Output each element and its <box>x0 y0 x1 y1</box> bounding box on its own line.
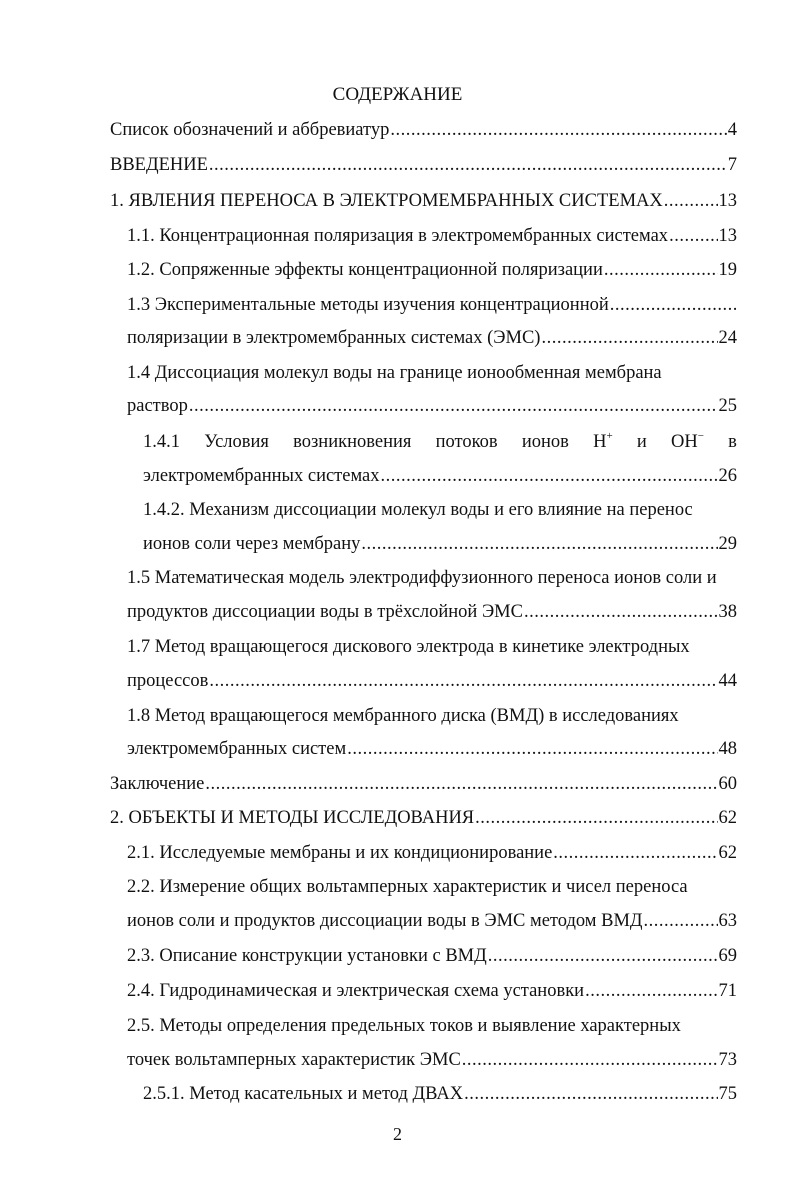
toc-entry-line2[interactable] <box>127 909 737 935</box>
toc-entry-line1[interactable] <box>127 293 737 319</box>
toc-entry[interactable] <box>127 258 737 284</box>
dot-leader <box>361 532 717 556</box>
dot-leader <box>488 944 718 968</box>
toc-entry-page: 48 <box>718 739 737 759</box>
toc-entry-text: ионов соли и продуктов диссоциации воды в ЭМС методом ВМД <box>127 911 643 931</box>
toc-entry-page: 25 <box>718 396 737 416</box>
dot-leader <box>610 293 736 317</box>
toc-entry-text: 2. ОБЪЕКТЫ И МЕТОДЫ ИССЛЕДОВАНИЯ <box>110 808 475 828</box>
toc-entry-line2[interactable] <box>127 326 737 352</box>
toc-entry-text: 2.5.1. Метод касательных и метод ДВАХ <box>143 1084 464 1104</box>
toc-entry-text: ионов соли через мембрану <box>143 534 361 554</box>
toc-word: 1.4.1 <box>143 432 180 452</box>
dot-leader <box>541 326 717 350</box>
toc-entry-page: 62 <box>718 808 737 828</box>
toc-entry-line1[interactable] <box>127 635 737 661</box>
toc-entry-text: электромембранных системах <box>143 466 380 486</box>
toc-entry[interactable] <box>127 224 737 250</box>
toc-entry-page: 13 <box>718 191 737 211</box>
hydrogen-charge: + <box>606 430 613 442</box>
toc-entry-line2[interactable] <box>127 1048 737 1074</box>
toc-entry[interactable] <box>110 189 737 215</box>
toc-entry-line2[interactable] <box>127 394 737 420</box>
toc-entry-text: 2.2. Измерение общих вольтамперных характеристик и чисел переноса <box>127 877 688 897</box>
toc-word: Условия <box>204 432 269 452</box>
dot-leader <box>524 600 718 624</box>
toc-entry-page: 4 <box>727 120 737 140</box>
toc-entry-line2[interactable] <box>143 532 737 558</box>
toc-entry-text: Список обозначений и аббревиатур <box>110 120 390 140</box>
toc-entry-text: процессов <box>127 671 209 691</box>
toc-entry-text: 2.4. Гидродинамическая и электрическая схема установки <box>127 981 585 1001</box>
toc-entry-page: 62 <box>718 843 737 863</box>
dot-leader <box>585 979 717 1003</box>
toc-entry-text: ВВЕДЕНИЕ <box>110 155 208 175</box>
toc-entry-line1[interactable] <box>143 498 737 524</box>
toc-entry-page: 71 <box>718 981 737 1001</box>
toc-entry-text: электромембранных систем <box>127 739 347 759</box>
hydrogen-ion <box>593 430 613 456</box>
toc-entry-page: 63 <box>718 911 737 931</box>
hydroxide-charge: − <box>697 430 704 442</box>
hydroxide-symbol: OH <box>670 432 698 452</box>
dot-leader <box>644 909 718 933</box>
toc-entry-text: 1.4 Диссоциация молекул воды на границе ионообменная мембрана <box>127 363 662 383</box>
toc-entry-line2[interactable] <box>143 464 737 490</box>
dot-leader <box>209 153 727 177</box>
toc-word: возникновения <box>293 432 412 452</box>
toc-entry-text: 1.8 Метод вращающегося мембранного диска (ВМД) в исследованиях <box>127 706 679 726</box>
toc-entry[interactable] <box>110 772 737 798</box>
toc-entry[interactable] <box>143 1082 737 1108</box>
toc-entry-line2[interactable] <box>127 737 737 763</box>
toc-entry-page: 73 <box>718 1050 737 1070</box>
toc-word: ионов <box>521 432 569 452</box>
toc-word: в <box>728 432 737 452</box>
toc-entry-page: 29 <box>718 534 737 554</box>
hydroxide-ion <box>671 430 704 456</box>
toc-entry-page: 19 <box>718 260 737 280</box>
toc-entry-text: раствор <box>127 396 188 416</box>
toc-entry[interactable] <box>127 841 737 867</box>
toc-entry-line1[interactable] <box>127 875 737 901</box>
dot-leader <box>462 1048 718 1072</box>
toc-entry[interactable] <box>127 944 737 970</box>
toc-entry-text: 2.5. Методы определения предельных токов и выявление характерных <box>127 1016 681 1036</box>
toc-entry-line1[interactable] <box>127 1014 737 1040</box>
dot-leader <box>390 118 726 142</box>
toc-entry-line1[interactable] <box>143 430 737 456</box>
toc-entry-page: 69 <box>718 946 737 966</box>
toc-entry-text: 1. ЯВЛЕНИЯ ПЕРЕНОСА В ЭЛЕКТРОМЕМБРАННЫХ СИСТЕМАХ <box>110 191 663 211</box>
toc-entry-text: продуктов диссоциации воды в трёхслойной ЭМС <box>127 602 523 622</box>
toc-entry-text: Заключение <box>110 774 205 794</box>
dot-leader <box>464 1082 717 1106</box>
toc-word: потоков <box>435 432 498 452</box>
toc-entry-text: 1.3 Экспериментальные методы изучения концентрационной <box>127 295 609 315</box>
toc-entry-text: 1.4.2. Механизм диссоциации молекул воды и его влияние на перенос <box>143 500 693 520</box>
toc-entry-page: 26 <box>718 466 737 486</box>
toc-entry[interactable] <box>127 979 737 1005</box>
page-number: 2 <box>393 1124 402 1144</box>
dot-leader <box>553 841 717 865</box>
toc-entry-text: точек вольтамперных характеристик ЭМС <box>127 1050 461 1070</box>
toc-entry-page: 38 <box>718 602 737 622</box>
toc-entry-line1[interactable] <box>127 361 737 387</box>
dot-leader <box>381 464 718 488</box>
toc-entry-text: 1.2. Сопряженные эффекты концентрационной поляризации <box>127 260 603 280</box>
toc-entry-text: 1.7 Метод вращающегося дискового электрода в кинетике электродных <box>127 637 690 657</box>
dot-leader <box>604 258 718 282</box>
toc-entry[interactable] <box>110 806 737 832</box>
dot-leader <box>205 772 717 796</box>
toc-entry-line2[interactable] <box>127 600 737 626</box>
toc-entry-text: 2.3. Описание конструкции установки с ВМД <box>127 946 487 966</box>
toc-entry-page: 75 <box>718 1084 737 1104</box>
toc-entry[interactable] <box>110 118 737 144</box>
dot-leader <box>475 806 717 830</box>
toc-entry-page: 60 <box>718 774 737 794</box>
toc-word: и <box>636 432 647 452</box>
dot-leader <box>669 224 717 248</box>
toc-entry-line2[interactable] <box>127 669 737 695</box>
toc-entry-line1[interactable] <box>127 704 737 730</box>
toc-entry-page: 7 <box>727 155 737 175</box>
dot-leader <box>209 669 717 693</box>
toc-title: СОДЕРЖАНИЕ <box>332 84 463 105</box>
dot-leader <box>189 394 718 418</box>
toc-entry-text: 2.1. Исследуемые мембраны и их кондиционирование <box>127 843 553 863</box>
toc-entry-line1[interactable] <box>127 566 737 592</box>
hydrogen-symbol: H <box>593 432 607 452</box>
toc-entry-page: 44 <box>718 671 737 691</box>
toc-entry-page: 24 <box>718 328 737 348</box>
toc-entry-text: поляризации в электромембранных системах (ЭМС) <box>127 328 541 348</box>
dot-leader <box>347 737 717 761</box>
toc-entry-page: 13 <box>718 226 737 246</box>
toc-entry-text: 1.1. Концентрационная поляризация в электромембранных системах <box>127 226 669 246</box>
toc-entry[interactable] <box>110 153 737 179</box>
dot-leader <box>664 189 718 213</box>
toc-entry-text: 1.5 Математическая модель электродиффузионного переноса ионов соли и <box>127 568 717 588</box>
